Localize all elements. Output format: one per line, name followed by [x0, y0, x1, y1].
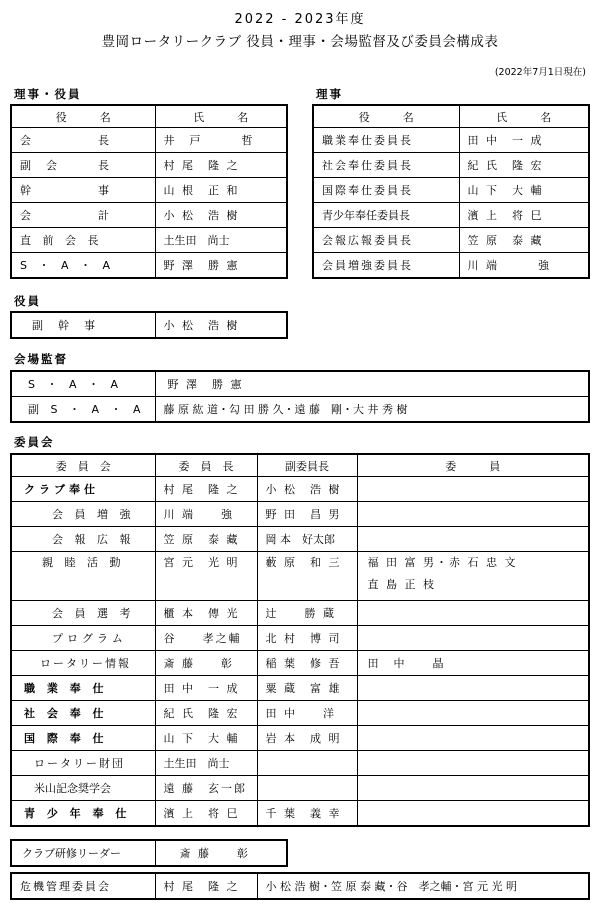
committee-cell: 危機管理委員会 — [11, 873, 155, 899]
role-cell: 副 S ・ A ・ A — [11, 397, 155, 423]
table-row — [11, 676, 589, 701]
chair-cell: 濱 上 将 巳 — [155, 801, 257, 827]
names-cell: 野 澤 勝 憲 — [155, 371, 589, 397]
table-row — [313, 153, 589, 178]
chair-name: 宮 元 光 明 — [163, 556, 240, 569]
table-row — [11, 873, 589, 899]
committee-cell: 会 員 選 考 — [11, 601, 155, 626]
committee-cell: 職 業 奉 仕 — [11, 676, 155, 701]
role-cell: 直 前 会 長 — [11, 228, 155, 253]
directors-col-role: 役 名 — [313, 105, 459, 128]
members-cell — [357, 801, 589, 827]
table-row — [11, 801, 589, 827]
name-cell: 野 澤 勝 憲 — [155, 253, 287, 279]
role-cell: 青少年奉任委員長 — [313, 203, 459, 228]
chair-cell: 土生田 尚士 — [155, 751, 257, 776]
committee-cell — [11, 552, 155, 601]
vice-cell: 稲 葉 修 吾 — [257, 651, 357, 676]
name-cell: 山 根 正 和 — [155, 178, 287, 203]
as-of-date: (2022年7月1日現在) — [494, 67, 586, 78]
role-cell: 職業奉仕委員長 — [313, 128, 459, 153]
committee-cell: 米山記念奨学会 — [11, 776, 155, 801]
table-row — [11, 726, 589, 751]
committee-cell: 会 員 増 強 — [11, 502, 155, 527]
table-row — [11, 178, 287, 203]
members-line: 福 田 富 男・赤 石 忠 文 — [367, 556, 518, 569]
directors-col-name: 氏 名 — [459, 105, 589, 128]
table-row — [11, 228, 287, 253]
role-cell: S ・ A ・ A — [11, 253, 155, 279]
officers-table — [10, 104, 288, 279]
chair-cell: 櫃 本 傳 光 — [155, 601, 257, 626]
chair-cell: 遠 藤 玄一郎 — [155, 776, 257, 801]
role-cell: 会報広報委員長 — [313, 228, 459, 253]
table-row — [313, 128, 589, 153]
name-cell: 村 尾 隆 之 — [155, 153, 287, 178]
yakuin-section-title: 役員 — [14, 294, 41, 308]
name-cell: 川 端 強 — [459, 253, 589, 279]
members-cell — [357, 601, 589, 626]
members-cell — [357, 527, 589, 552]
role-cell: クラブ研修リーダー — [11, 840, 155, 866]
document-title: 豊岡ロータリークラブ 役員・理事・会場監督及び委員会構成表 — [101, 34, 499, 50]
committee-cell: クラブ奉仕 — [11, 477, 155, 502]
table-row — [11, 552, 589, 601]
table-row — [11, 601, 589, 626]
officers-col-name: 氏 名 — [155, 105, 287, 128]
members-cell: 小 松 浩 樹・笠 原 泰 藏・谷 孝之輔・宮 元 光 明 — [257, 873, 589, 899]
members-cell — [357, 776, 589, 801]
chair-cell: 村 尾 隆 之 — [155, 477, 257, 502]
yakuin-table — [10, 311, 288, 339]
role-cell: 会 長 — [11, 128, 155, 153]
committees-section-title: 委員会 — [14, 435, 55, 449]
table-row — [11, 701, 589, 726]
officers-header-row — [11, 105, 287, 128]
vice-cell — [257, 552, 357, 601]
committees-table — [10, 453, 590, 827]
members-cell — [357, 701, 589, 726]
table-row — [11, 153, 287, 178]
name-cell: 笠 原 泰 藏 — [459, 228, 589, 253]
chair-cell: 紀 氏 隆 宏 — [155, 701, 257, 726]
table-row — [11, 371, 589, 397]
col-members: 委 員 — [357, 454, 589, 477]
role-cell: 副 会 長 — [11, 153, 155, 178]
table-row — [11, 502, 589, 527]
table-row — [11, 651, 589, 676]
role-cell: 会員増強委員長 — [313, 253, 459, 279]
vice-cell: 辻 勝 蔵 — [257, 601, 357, 626]
table-row — [11, 397, 589, 423]
committee-cell: 国 際 奉 仕 — [11, 726, 155, 751]
col-chair: 委 員 長 — [155, 454, 257, 477]
table-row — [11, 626, 589, 651]
members-cell: 田 中 晶 — [357, 651, 589, 676]
name-cell: 小 松 浩 樹 — [155, 312, 287, 338]
name-cell: 井 戸 哲 — [155, 128, 287, 153]
table-row — [11, 776, 589, 801]
role-cell: 国際奉仕委員長 — [313, 178, 459, 203]
vice-cell: 小 松 浩 樹 — [257, 477, 357, 502]
chair-cell: 笠 原 泰 藏 — [155, 527, 257, 552]
vice-cell — [257, 751, 357, 776]
committee-cell: プログラム — [11, 626, 155, 651]
venue-section-title: 会場監督 — [14, 352, 68, 366]
venue-table — [10, 370, 590, 423]
table-row — [11, 203, 287, 228]
role-cell: 幹 事 — [11, 178, 155, 203]
table-row — [11, 840, 287, 866]
table-row — [11, 253, 287, 279]
committee-cell: 会 報 広 報 — [11, 527, 155, 552]
training-leader-table — [10, 839, 288, 867]
role-cell: 会 計 — [11, 203, 155, 228]
table-row — [313, 203, 589, 228]
officers-section-title: 理事・役員 — [14, 87, 82, 101]
col-committee: 委 員 会 — [11, 454, 155, 477]
chair-cell — [155, 552, 257, 601]
names-cell: 藤 原 紘 道・勾 田 勝 久・遠 藤 剛・大 井 秀 樹 — [155, 397, 589, 423]
committee-cell: 青 少 年 奉 仕 — [11, 801, 155, 827]
committee-cell: ロータリー情報 — [11, 651, 155, 676]
name-cell: 紀 氏 隆 宏 — [459, 153, 589, 178]
name-cell: 小 松 浩 樹 — [155, 203, 287, 228]
table-row — [11, 477, 589, 502]
chair-cell: 谷 孝之輔 — [155, 626, 257, 651]
fiscal-year-title: 2022 - 2023年度 — [234, 12, 366, 27]
role-cell: 社会奉仕委員長 — [313, 153, 459, 178]
role-cell: S ・ A ・ A — [11, 371, 155, 397]
directors-table — [312, 104, 590, 279]
members-cell — [357, 502, 589, 527]
members-cell — [357, 477, 589, 502]
vice-cell: 岡 本 好太郎 — [257, 527, 357, 552]
table-row — [11, 527, 589, 552]
committees-header-row — [11, 454, 589, 477]
members-cell — [357, 751, 589, 776]
committee-name: 親 睦 活 動 — [42, 556, 125, 569]
vice-cell: 野 田 昌 男 — [257, 502, 357, 527]
table-row — [11, 128, 287, 153]
vice-name: 藪 原 和 三 — [265, 556, 342, 569]
members-cell — [357, 552, 589, 601]
table-row — [313, 253, 589, 279]
chair-cell: 山 下 大 輔 — [155, 726, 257, 751]
table-row — [11, 751, 589, 776]
vice-cell: 千 葉 義 幸 — [257, 801, 357, 827]
name-cell: 斎 藤 彰 — [155, 840, 287, 866]
members-line: 直 島 正 枝 — [367, 578, 436, 591]
chair-cell: 川 端 強 — [155, 502, 257, 527]
table-row — [313, 178, 589, 203]
vice-cell: 岩 本 成 明 — [257, 726, 357, 751]
directors-header-row — [313, 105, 589, 128]
officers-col-role: 役 名 — [11, 105, 155, 128]
members-cell — [357, 676, 589, 701]
vice-cell — [257, 776, 357, 801]
members-cell — [357, 726, 589, 751]
committee-cell: 社 会 奉 仕 — [11, 701, 155, 726]
chair-cell: 斎 藤 彰 — [155, 651, 257, 676]
chair-cell: 田 中 一 成 — [155, 676, 257, 701]
directors-section-title: 理事 — [316, 87, 343, 101]
members-cell — [357, 626, 589, 651]
table-row — [313, 228, 589, 253]
name-cell: 田 中 一 成 — [459, 128, 589, 153]
col-vice: 副委員長 — [257, 454, 357, 477]
name-cell: 濱 上 将 巳 — [459, 203, 589, 228]
role-cell: 副 幹 事 — [11, 312, 155, 338]
chair-cell: 村 尾 隆 之 — [155, 873, 257, 899]
vice-cell: 田 中 洋 — [257, 701, 357, 726]
committee-cell: ロータリー財団 — [11, 751, 155, 776]
name-cell: 土生田 尚士 — [155, 228, 287, 253]
risk-management-table — [10, 872, 590, 900]
vice-cell: 粟 蔵 富 雄 — [257, 676, 357, 701]
table-row — [11, 312, 287, 338]
name-cell: 山 下 大 輔 — [459, 178, 589, 203]
vice-cell: 北 村 博 司 — [257, 626, 357, 651]
